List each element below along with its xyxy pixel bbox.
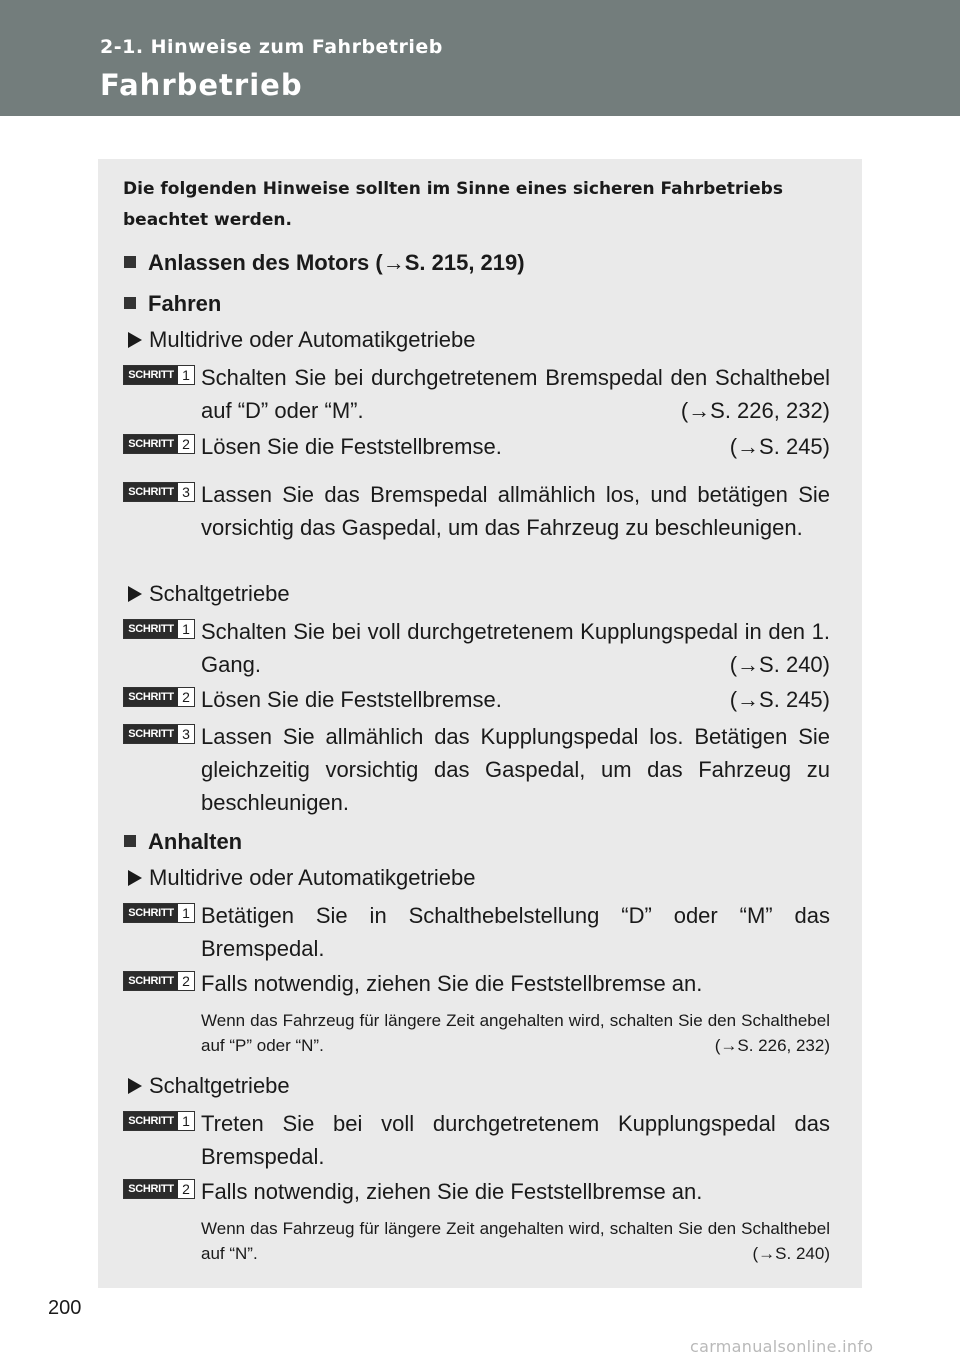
subheading-anhalten-auto: Multidrive oder Automatikgetriebe	[128, 865, 476, 891]
step-badge: SCHRITT 1	[123, 903, 195, 923]
step-badge: SCHRITT 1	[123, 619, 195, 639]
step-fahren-auto-3: Lassen Sie das Bremspedal allmählich los, und betätigen Sie vorsichtig das Gaspedal, um das Fahrzeug zu beschleunigen.	[201, 482, 830, 540]
heading-anlassen: Anlassen des Motors (→S. 215, 219)	[124, 250, 525, 276]
triangle-bullet-icon	[128, 1078, 142, 1094]
triangle-bullet-icon	[128, 870, 142, 886]
step-badge: SCHRITT 2	[123, 971, 195, 991]
watermark: carmanualsonline.info	[690, 1337, 874, 1356]
step-fahren-manual-1: Schalten Sie bei voll durchgetretenem Kupplungspedal in den 1. Gang. (→S. 240)	[201, 619, 830, 677]
heading-anhalten: Anhalten	[124, 829, 242, 855]
step-fahren-auto-2: Lösen Sie die Feststellbremse. (→S. 245)	[201, 434, 830, 459]
step-badge: SCHRITT 1	[123, 1111, 195, 1131]
step-badge: SCHRITT 1	[123, 365, 195, 385]
step-fahren-auto-1: Schalten Sie bei durchgetretenem Bremspedal den Schalthebel auf “D” oder “M”. (→S. 226, 232)	[201, 365, 830, 423]
step-badge: SCHRITT 2	[123, 1179, 195, 1199]
page-header	[0, 0, 960, 116]
note-anhalten-auto: Wenn das Fahrzeug für längere Zeit angehalten wird, schalten Sie den Schalthebel auf “P” oder “N”. (→S. 226, 232)	[201, 1011, 830, 1055]
square-bullet-icon	[124, 297, 136, 309]
subheading-fahren-manual: Schaltgetriebe	[128, 581, 290, 607]
subheading-anhalten-manual: Schaltgetriebe	[128, 1073, 290, 1099]
step-fahren-manual-2: Lösen Sie die Feststellbremse. (→S. 245)	[201, 687, 830, 712]
step-anhalten-manual-2: Falls notwendig, ziehen Sie die Feststellbremse an.	[201, 1179, 703, 1204]
subheading-fahren-auto: Multidrive oder Automatikgetriebe	[128, 327, 476, 353]
step-badge: SCHRITT 3	[123, 482, 195, 502]
step-badge: SCHRITT 3	[123, 724, 195, 744]
triangle-bullet-icon	[128, 586, 142, 602]
page-number: 200	[48, 1297, 82, 1319]
step-fahren-manual-3: Lassen Sie allmählich das Kupplungspedal los. Betätigen Sie gleichzeitig vorsichtig das Gaspedal, um das Fahrzeug zu beschleunigen.	[201, 724, 830, 815]
section-label: 2-1. Hinweise zum Fahrbetrieb	[100, 36, 443, 58]
heading-fahren: Fahren	[124, 291, 221, 317]
step-anhalten-manual-1: Treten Sie bei voll durchgetretenem Kupplungspedal das Bremspedal.	[201, 1111, 830, 1169]
step-badge: SCHRITT 2	[123, 434, 195, 454]
step-badge: SCHRITT 2	[123, 687, 195, 707]
square-bullet-icon	[124, 256, 136, 268]
step-anhalten-auto-1: Betätigen Sie in Schalthebelstellung “D” oder “M” das Bremspedal.	[201, 903, 830, 961]
square-bullet-icon	[124, 835, 136, 847]
note-anhalten-manual: Wenn das Fahrzeug für längere Zeit angehalten wird, schalten Sie den Schalthebel auf “N”. (→S. 240)	[201, 1219, 830, 1263]
triangle-bullet-icon	[128, 332, 142, 348]
page-title: Fahrbetrieb	[100, 68, 303, 102]
intro-text: Die folgenden Hinweise sollten im Sinne eines sicheren Fahrbetriebs beachtet werden.	[123, 179, 783, 230]
step-anhalten-auto-2: Falls notwendig, ziehen Sie die Feststellbremse an.	[201, 971, 703, 996]
